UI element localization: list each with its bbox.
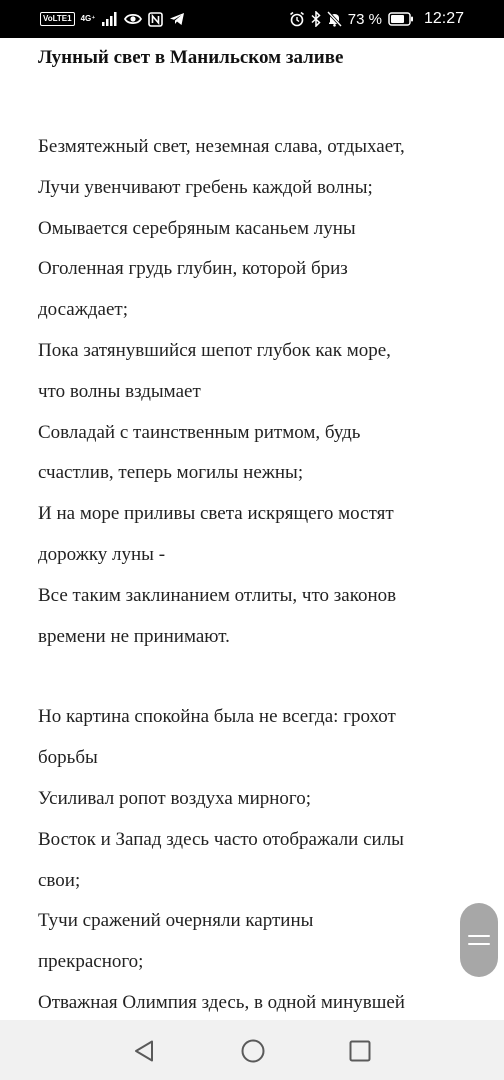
home-button[interactable] <box>240 1038 266 1064</box>
home-circle-icon <box>240 1038 266 1064</box>
status-bar-left <box>40 9 185 29</box>
bluetooth-icon <box>311 11 321 27</box>
back-button[interactable] <box>132 1038 158 1064</box>
poem-line: Тучи сражений очерняли картины <box>38 910 314 932</box>
poem-line: борьбы <box>38 747 98 769</box>
poem-line: Восток и Запад здесь часто отображали силы <box>38 828 404 850</box>
poem-line: Омывается серебряным касаньем луны <box>38 217 356 239</box>
poem-line: прекрасного; <box>38 951 144 973</box>
network-type-label: 4G⁺ <box>80 14 96 23</box>
stanza-2 <box>38 697 478 1023</box>
battery-icon <box>388 12 414 26</box>
alarm-clock-icon <box>289 11 305 27</box>
poem-line: счастлив, теперь могилы нежны; <box>38 462 304 484</box>
poem-line: И на море приливы света искрящего мостят <box>38 503 394 525</box>
status-bar-right <box>289 8 464 30</box>
poem-line: Безмятежный свет, неземная слава, отдыхает, <box>38 136 405 157</box>
telegram-icon <box>169 12 185 26</box>
floating-menu-button[interactable] <box>460 903 498 977</box>
poem-line: Отважная Олимпия здесь, в одной минувшей <box>38 991 405 1013</box>
eye-icon <box>124 12 142 26</box>
poem-line: Лучи увенчивают гребень каждой волны; <box>38 176 373 198</box>
muted-bell-icon <box>327 11 342 27</box>
poem-line: Усиливал ропот воздуха мирного; <box>38 787 312 809</box>
navigation-bar <box>0 1020 504 1080</box>
volte-label: VoLTE <box>43 14 68 23</box>
stanza-1 <box>38 127 478 657</box>
poem-line: Все таким заклинанием отлиты, что законов <box>38 584 397 606</box>
battery-percent: 73 % <box>347 10 382 28</box>
nfc-icon <box>148 12 163 27</box>
poem-line: Совладай с таинственным ритмом, будь <box>38 421 361 443</box>
recent-apps-button[interactable] <box>347 1038 373 1064</box>
signal-strength-icon <box>102 12 118 26</box>
poem-line: свои; <box>38 869 81 891</box>
poem-line: досаждает; <box>38 299 128 321</box>
status-bar <box>0 0 504 38</box>
poem-content <box>38 38 478 1024</box>
volte-badge <box>40 12 75 26</box>
poem-line: времени не принимают. <box>38 625 230 647</box>
hamburger-menu-icon <box>468 935 490 945</box>
poem-line: дорожку луны - <box>38 543 166 565</box>
poem-line: Но картина спокойна была не всегда: грохот <box>38 706 396 728</box>
poem-line: что волны вздымает <box>38 380 201 402</box>
recent-apps-square-icon <box>347 1038 373 1064</box>
volte-slot: 1 <box>67 14 72 23</box>
back-triangle-icon <box>132 1038 158 1064</box>
clock: 12:27 <box>423 10 464 27</box>
poem-title: Лунный свет в Манильском заливе <box>38 47 344 68</box>
poem-line: Пока затянувшийся шепот глубок как море, <box>38 339 391 361</box>
poem-line: Оголенная грудь глубин, которой бриз <box>38 258 348 280</box>
